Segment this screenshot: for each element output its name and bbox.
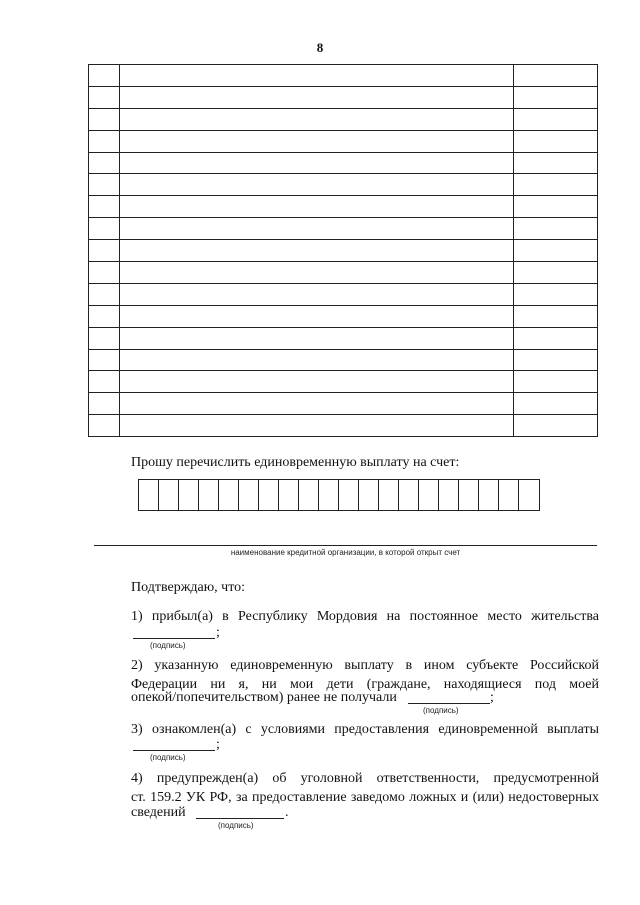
item-4-signature-line[interactable]	[196, 818, 284, 819]
item-1-signature-line[interactable]	[133, 638, 215, 639]
table-cell[interactable]	[89, 240, 120, 262]
table-cell[interactable]	[120, 305, 514, 327]
table-cell[interactable]	[89, 393, 120, 415]
account-digit-box[interactable]	[139, 480, 159, 510]
table-cell[interactable]	[89, 349, 120, 371]
table-cell[interactable]	[514, 327, 598, 349]
table-cell[interactable]	[89, 174, 120, 196]
item-3-end: ;	[216, 737, 220, 752]
account-digit-box[interactable]	[179, 480, 199, 510]
page-number: 8	[316, 40, 324, 55]
table-row	[89, 349, 598, 371]
table-cell[interactable]	[89, 108, 120, 130]
bank-name-caption: наименование кредитной организации, в которой открыт счет	[230, 548, 461, 557]
table-cell[interactable]	[120, 174, 514, 196]
item-2-line-3: опекой/попечительством) ранее не получали	[131, 690, 397, 705]
table-cell[interactable]	[514, 305, 598, 327]
table-cell[interactable]	[89, 218, 120, 240]
item-2-signature-line[interactable]	[408, 703, 490, 704]
table-cell[interactable]	[514, 393, 598, 415]
account-digit-box[interactable]	[359, 480, 379, 510]
table-cell[interactable]	[514, 174, 598, 196]
table-cell[interactable]	[514, 65, 598, 87]
request-label: Прошу перечислить единовременную выплату на счет:	[131, 455, 460, 470]
table-cell[interactable]	[89, 152, 120, 174]
table-cell[interactable]	[89, 283, 120, 305]
table-cell[interactable]	[514, 130, 598, 152]
account-digit-box[interactable]	[399, 480, 419, 510]
table-cell[interactable]	[89, 371, 120, 393]
item-2-end: ;	[490, 690, 494, 705]
table-row	[89, 240, 598, 262]
account-digit-box[interactable]	[519, 480, 539, 510]
account-digit-box[interactable]	[199, 480, 219, 510]
table-cell[interactable]	[89, 196, 120, 218]
account-digit-box[interactable]	[379, 480, 399, 510]
item-2-signature-caption: (подпись)	[423, 706, 459, 715]
account-digit-box[interactable]	[259, 480, 279, 510]
account-digit-box[interactable]	[459, 480, 479, 510]
table-cell[interactable]	[514, 371, 598, 393]
account-digit-box[interactable]	[439, 480, 459, 510]
account-digit-box[interactable]	[159, 480, 179, 510]
account-digit-box[interactable]	[219, 480, 239, 510]
table-cell[interactable]	[89, 130, 120, 152]
table-cell[interactable]	[89, 262, 120, 284]
table-row	[89, 262, 598, 284]
table-cell[interactable]	[89, 86, 120, 108]
item-4-end: .	[285, 805, 289, 820]
table-row	[89, 305, 598, 327]
table-cell[interactable]	[514, 349, 598, 371]
account-digit-box[interactable]	[239, 480, 259, 510]
table-row	[89, 108, 598, 130]
table-row	[89, 218, 598, 240]
table-cell[interactable]	[120, 65, 514, 87]
table-cell[interactable]	[514, 196, 598, 218]
table-row	[89, 152, 598, 174]
item-4-line-3: сведений	[131, 805, 186, 820]
item-4-line-1: 4) предупрежден(а) об уголовной ответственности, предусмотренной	[131, 771, 599, 786]
table-row	[89, 327, 598, 349]
table-cell[interactable]	[120, 349, 514, 371]
item-2-line-1: 2) указанную единовременную выплату в ином субъекте Российской	[131, 658, 599, 673]
account-digit-box[interactable]	[499, 480, 519, 510]
table-cell[interactable]	[514, 86, 598, 108]
item-1-end: ;	[216, 625, 220, 640]
table-cell[interactable]	[89, 305, 120, 327]
table-row	[89, 130, 598, 152]
bank-name-line[interactable]	[94, 545, 597, 546]
table-cell[interactable]	[120, 86, 514, 108]
item-3-signature-line[interactable]	[133, 750, 215, 751]
table-cell[interactable]	[120, 130, 514, 152]
table-cell[interactable]	[514, 415, 598, 437]
table-row	[89, 86, 598, 108]
table-cell[interactable]	[514, 262, 598, 284]
table-row	[89, 65, 598, 87]
item-4-signature-caption: (подпись)	[218, 821, 254, 830]
item-3-text: 3) ознакомлен(а) с условиями предоставления единовременной выплаты	[131, 722, 599, 737]
table-cell[interactable]	[120, 327, 514, 349]
table-row	[89, 196, 598, 218]
table-row	[89, 415, 598, 437]
account-digit-box[interactable]	[299, 480, 319, 510]
table-cell[interactable]	[120, 283, 514, 305]
table-cell[interactable]	[120, 262, 514, 284]
item-1-signature-caption: (подпись)	[150, 641, 186, 650]
table-row	[89, 283, 598, 305]
table-cell[interactable]	[120, 152, 514, 174]
table-cell[interactable]	[120, 218, 514, 240]
table-cell[interactable]	[120, 393, 514, 415]
table-cell[interactable]	[120, 196, 514, 218]
table-cell[interactable]	[514, 152, 598, 174]
table-cell[interactable]	[120, 415, 514, 437]
table-row	[89, 371, 598, 393]
table-cell[interactable]	[89, 65, 120, 87]
table-cell[interactable]	[514, 108, 598, 130]
form-table	[88, 64, 598, 437]
table-cell[interactable]	[514, 218, 598, 240]
item-1-text: 1) прибыл(а) в Республику Мордовия на постоянное место жительства	[131, 609, 599, 624]
table-cell[interactable]	[514, 283, 598, 305]
account-digit-box[interactable]	[479, 480, 499, 510]
table-cell[interactable]	[120, 371, 514, 393]
confirm-label: Подтверждаю, что:	[131, 580, 246, 595]
account-digit-box[interactable]	[339, 480, 359, 510]
table-row	[89, 174, 598, 196]
table-cell[interactable]	[514, 240, 598, 262]
table-cell[interactable]	[89, 327, 120, 349]
table-row	[89, 393, 598, 415]
table-cell[interactable]	[89, 415, 120, 437]
item-3-signature-caption: (подпись)	[150, 753, 186, 762]
account-digit-box[interactable]	[319, 480, 339, 510]
table-cell[interactable]	[120, 108, 514, 130]
account-digit-box[interactable]	[279, 480, 299, 510]
item-4-line-2: ст. 159.2 УК РФ, за предоставление заведомо ложных и (или) недостоверных	[131, 790, 599, 805]
account-number-boxes[interactable]	[138, 479, 540, 511]
item-2-line-2: Федерации ни я, ни мои дети (граждане, находящиеся под моей	[131, 677, 599, 692]
account-digit-box[interactable]	[419, 480, 439, 510]
table-cell[interactable]	[120, 240, 514, 262]
